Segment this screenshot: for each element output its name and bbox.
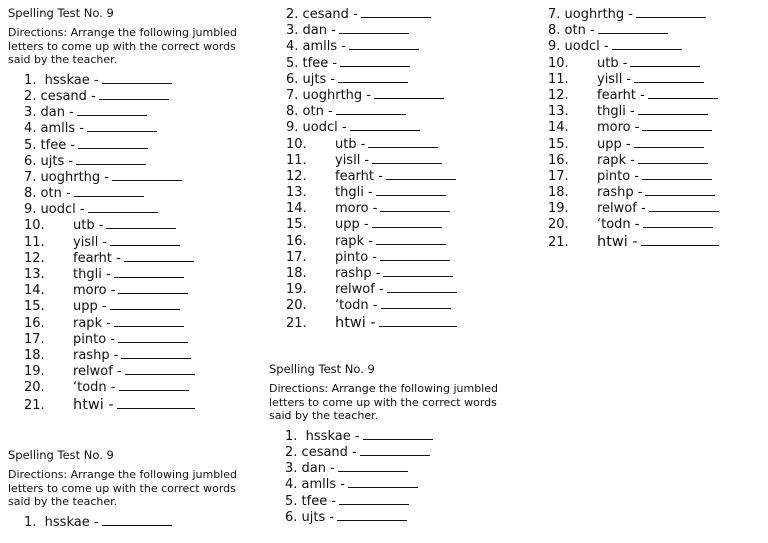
- jumbled-word: dan -: [40, 105, 74, 121]
- answer-blank: [74, 195, 144, 197]
- jumbled-word: ujts -: [301, 509, 335, 525]
- item-number: 21.: [548, 234, 569, 250]
- item-number: 10.: [286, 136, 307, 152]
- answer-blank: [638, 113, 708, 115]
- jumbled-word: relwof -: [335, 282, 384, 298]
- test-block-a: [8, 7, 258, 413]
- answer-blank: [121, 357, 191, 359]
- answer-blank: [374, 97, 444, 99]
- answer-blank: [340, 65, 410, 67]
- answer-blank: [372, 162, 442, 164]
- item-number: 8.: [24, 186, 37, 202]
- jumbled-word: amlls -: [40, 121, 84, 137]
- item-number: 2.: [285, 444, 298, 460]
- answer-blank: [78, 147, 148, 149]
- list-item: [286, 120, 536, 136]
- jumbled-word: upp -: [335, 217, 369, 233]
- answer-blank: [380, 210, 450, 212]
- jumbled-word: thgli -: [73, 267, 111, 283]
- word-list: [286, 7, 536, 331]
- item-number: 14.: [24, 283, 45, 299]
- answer-blank: [87, 130, 157, 132]
- list-item: [285, 510, 519, 526]
- jumbled-word: thgli -: [335, 185, 373, 201]
- answer-blank: [112, 179, 182, 181]
- list-item: [24, 186, 258, 202]
- answer-blank: [612, 48, 682, 50]
- answer-blank: [363, 438, 433, 440]
- answer-blank: [337, 519, 407, 521]
- answer-blank: [349, 48, 419, 50]
- list-item: [286, 201, 536, 217]
- list-item: [24, 515, 258, 531]
- item-number: 19.: [548, 201, 569, 217]
- list-item: [24, 251, 258, 267]
- item-number: 8.: [286, 104, 299, 120]
- list-item: [548, 39, 768, 55]
- answer-blank: [106, 227, 176, 229]
- item-number: 8.: [548, 23, 561, 39]
- answer-blank: [380, 259, 450, 261]
- item-number: 12.: [286, 168, 307, 184]
- list-item: [24, 218, 258, 234]
- jumbled-word: thgli -: [597, 104, 635, 120]
- test-block-b: [286, 7, 536, 331]
- answer-blank: [77, 114, 147, 116]
- jumbled-word: ‘todn -: [597, 217, 640, 233]
- list-item: [24, 235, 258, 251]
- list-item: [286, 153, 536, 169]
- jumbled-word: fearht -: [73, 250, 121, 266]
- jumbled-word: relwof -: [73, 364, 122, 380]
- jumbled-word: ‘todn -: [335, 298, 378, 314]
- list-item: [24, 202, 258, 218]
- item-number: 4.: [24, 121, 37, 137]
- list-item: [286, 23, 536, 39]
- jumbled-word: htwi -: [335, 314, 376, 331]
- item-number: 3.: [24, 105, 37, 121]
- item-number: 9.: [548, 39, 561, 55]
- jumbled-word: amlls -: [302, 39, 346, 55]
- list-item: [286, 104, 536, 120]
- list-item: [286, 250, 536, 266]
- item-number: 20.: [286, 298, 307, 314]
- list-item: [24, 170, 258, 186]
- item-number: 5.: [285, 493, 298, 509]
- item-number: 3.: [286, 23, 299, 39]
- answer-blank: [649, 210, 719, 212]
- test-block-c: [548, 7, 768, 250]
- answer-blank: [118, 341, 188, 343]
- jumbled-word: moro -: [73, 283, 116, 299]
- list-item: [24, 364, 258, 380]
- list-item: [548, 234, 768, 250]
- list-item: [24, 154, 258, 170]
- answer-blank: [648, 97, 718, 99]
- jumbled-word: hsskae -: [44, 514, 99, 530]
- answer-blank: [338, 81, 408, 83]
- item-number: 13.: [24, 267, 45, 283]
- test-title: Spelling Test No. 9: [8, 6, 114, 20]
- item-number: 15.: [548, 136, 569, 152]
- word-list: [269, 429, 519, 526]
- jumbled-word: cesand -: [301, 444, 357, 460]
- list-item: [548, 72, 768, 88]
- answer-blank: [102, 524, 172, 526]
- list-item: [24, 121, 258, 137]
- item-number: 19.: [286, 282, 307, 298]
- jumbled-word: uoghrthg -: [302, 87, 371, 103]
- jumbled-word: rapk -: [597, 152, 635, 168]
- jumbled-word: pinto -: [597, 168, 639, 184]
- item-number: 17.: [24, 331, 45, 347]
- item-number: 13.: [548, 104, 569, 120]
- answer-blank: [125, 373, 195, 375]
- list-item: [548, 153, 768, 169]
- answer-blank: [348, 486, 418, 488]
- list-item: [548, 56, 768, 72]
- jumbled-word: moro -: [335, 201, 378, 217]
- jumbled-word: otn -: [40, 186, 71, 202]
- item-number: 1.: [24, 72, 37, 88]
- jumbled-word: hsskae -: [44, 72, 99, 88]
- answer-blank: [350, 129, 420, 131]
- answer-blank: [110, 244, 180, 246]
- jumbled-word: utb -: [597, 55, 628, 71]
- answer-blank: [642, 178, 712, 180]
- test-directions: Directions: Arrange the following jumbled letters to come up with the correct words said by the teacher.: [8, 26, 237, 67]
- jumbled-word: rapk -: [73, 315, 111, 331]
- list-item: [286, 282, 536, 298]
- jumbled-word: utb -: [73, 218, 104, 234]
- list-item: [24, 397, 258, 413]
- list-item: [24, 89, 258, 105]
- list-item: [548, 7, 768, 23]
- list-item: [548, 104, 768, 120]
- answer-blank: [119, 389, 189, 391]
- item-number: 1.: [24, 514, 37, 530]
- answer-blank: [642, 129, 712, 131]
- answer-blank: [376, 243, 446, 245]
- list-item: [548, 169, 768, 185]
- jumbled-word: cesand -: [40, 88, 96, 104]
- item-number: 19.: [24, 364, 45, 380]
- item-number: 20.: [548, 217, 569, 233]
- jumbled-word: tfee -: [302, 55, 338, 71]
- answer-blank: [118, 292, 188, 294]
- jumbled-word: htwi -: [73, 396, 114, 413]
- item-number: 12.: [548, 87, 569, 103]
- item-number: 6.: [24, 153, 37, 169]
- jumbled-word: yisll -: [597, 71, 632, 87]
- item-number: 18.: [548, 185, 569, 201]
- test-directions: Directions: Arrange the following jumbled letters to come up with the correct words said by the teacher.: [269, 382, 498, 423]
- item-number: 16.: [286, 233, 307, 249]
- jumbled-word: yisll -: [73, 234, 108, 250]
- item-number: 16.: [24, 315, 45, 331]
- list-item: [548, 120, 768, 136]
- item-number: 2.: [24, 88, 37, 104]
- test-block-e: [8, 449, 258, 531]
- item-number: 21.: [24, 397, 45, 413]
- jumbled-word: upp -: [597, 136, 631, 152]
- list-item: [24, 105, 258, 121]
- list-item: [548, 185, 768, 201]
- jumbled-word: tfee -: [40, 137, 76, 153]
- list-item: [24, 332, 258, 348]
- item-number: 5.: [24, 137, 37, 153]
- jumbled-word: hsskae -: [305, 428, 360, 444]
- list-item: [24, 267, 258, 283]
- jumbled-word: yisll -: [335, 152, 370, 168]
- list-item: [24, 283, 258, 299]
- answer-blank: [634, 81, 704, 83]
- answer-blank: [361, 16, 431, 18]
- list-item: [286, 185, 536, 201]
- item-number: 3.: [285, 461, 298, 477]
- list-item: [24, 299, 258, 315]
- jumbled-word: rashp -: [597, 185, 643, 201]
- jumbled-word: uodcl -: [40, 202, 85, 218]
- answer-blank: [634, 146, 704, 148]
- list-item: [548, 137, 768, 153]
- item-number: 9.: [286, 120, 299, 136]
- word-list: [8, 73, 258, 413]
- item-number: 14.: [286, 201, 307, 217]
- list-item: [285, 445, 519, 461]
- list-item: [24, 138, 258, 154]
- answer-blank: [99, 98, 169, 100]
- list-item: [24, 380, 258, 396]
- item-number: 2.: [286, 7, 299, 22]
- answer-blank: [336, 113, 406, 115]
- item-number: 6.: [285, 509, 298, 525]
- item-number: 18.: [286, 266, 307, 281]
- answer-blank: [368, 146, 438, 148]
- answer-blank: [641, 244, 719, 246]
- item-number: 11.: [286, 152, 307, 168]
- answer-blank: [630, 65, 700, 67]
- answer-blank: [76, 163, 146, 165]
- jumbled-word: upp -: [73, 299, 107, 315]
- list-item: [286, 169, 536, 185]
- item-number: 10.: [548, 55, 569, 71]
- item-number: 16.: [548, 152, 569, 168]
- item-number: 10.: [24, 218, 45, 234]
- list-item: [548, 88, 768, 104]
- jumbled-word: htwi -: [597, 233, 638, 250]
- list-item: [286, 217, 536, 233]
- answer-blank: [110, 308, 180, 310]
- test-block-d: [269, 363, 519, 526]
- list-item: [24, 348, 258, 364]
- item-number: 6.: [286, 71, 299, 87]
- answer-blank: [598, 32, 668, 34]
- jumbled-word: cesand -: [302, 7, 358, 22]
- jumbled-word: tfee -: [301, 493, 337, 509]
- answer-blank: [372, 226, 442, 228]
- answer-blank: [387, 291, 457, 293]
- jumbled-word: ujts -: [40, 153, 74, 169]
- answer-blank: [339, 32, 409, 34]
- answer-blank: [114, 276, 184, 278]
- list-item: [548, 23, 768, 39]
- list-item: [286, 88, 536, 104]
- jumbled-word: rapk -: [335, 233, 373, 249]
- list-item: [285, 477, 519, 493]
- answer-blank: [379, 325, 457, 327]
- answer-blank: [386, 178, 456, 180]
- item-number: 15.: [24, 299, 45, 315]
- list-item: [24, 73, 258, 89]
- list-item: [285, 461, 519, 477]
- list-item: [286, 315, 536, 331]
- list-item: [286, 72, 536, 88]
- answer-blank: [638, 162, 708, 164]
- jumbled-word: dan -: [302, 23, 336, 39]
- item-number: 11.: [24, 234, 45, 250]
- list-item: [286, 56, 536, 72]
- answer-blank: [383, 275, 453, 277]
- jumbled-word: ‘todn -: [73, 380, 116, 396]
- word-list: [548, 7, 768, 250]
- jumbled-word: moro -: [597, 120, 640, 136]
- list-item: [286, 137, 536, 153]
- item-number: 11.: [548, 71, 569, 87]
- item-number: 7.: [24, 169, 37, 185]
- jumbled-word: fearht -: [597, 87, 645, 103]
- answer-blank: [636, 16, 706, 18]
- jumbled-word: relwof -: [597, 201, 646, 217]
- list-item: [24, 316, 258, 332]
- list-item: [285, 494, 519, 510]
- answer-blank: [102, 82, 172, 84]
- item-number: 7.: [286, 87, 299, 103]
- list-item: [286, 39, 536, 55]
- item-number: 15.: [286, 217, 307, 233]
- item-number: 20.: [24, 380, 45, 396]
- item-number: 14.: [548, 120, 569, 136]
- answer-blank: [339, 503, 409, 505]
- answer-blank: [376, 194, 446, 196]
- item-number: 5.: [286, 55, 299, 71]
- jumbled-word: rashp -: [335, 266, 381, 281]
- list-item: [286, 298, 536, 314]
- jumbled-word: uodcl -: [564, 39, 609, 55]
- list-item: [286, 266, 536, 282]
- jumbled-word: ujts -: [302, 71, 336, 87]
- item-number: 7.: [548, 7, 561, 22]
- test-directions: Directions: Arrange the following jumbled letters to come up with the correct words said by the teacher.: [8, 468, 237, 509]
- jumbled-word: otn -: [302, 104, 333, 120]
- answer-blank: [124, 260, 194, 262]
- jumbled-word: uodcl -: [302, 120, 347, 136]
- jumbled-word: amlls -: [301, 477, 345, 493]
- answer-blank: [381, 307, 451, 309]
- jumbled-word: uoghrthg -: [564, 7, 633, 22]
- answer-blank: [114, 325, 184, 327]
- item-number: 17.: [548, 168, 569, 184]
- list-item: [548, 217, 768, 233]
- item-number: 13.: [286, 185, 307, 201]
- answer-blank: [360, 454, 430, 456]
- item-number: 18.: [24, 347, 45, 363]
- jumbled-word: dan -: [301, 461, 335, 477]
- item-number: 21.: [286, 315, 307, 331]
- item-number: 1.: [285, 428, 298, 444]
- answer-blank: [643, 226, 713, 228]
- item-number: 9.: [24, 202, 37, 218]
- answer-blank: [338, 470, 408, 472]
- answer-blank: [645, 194, 715, 196]
- jumbled-word: pinto -: [73, 331, 115, 347]
- item-number: 4.: [286, 39, 299, 55]
- list-item: [548, 201, 768, 217]
- answer-blank: [117, 407, 195, 409]
- jumbled-word: utb -: [335, 136, 366, 152]
- answer-blank: [88, 211, 158, 213]
- list-item: [286, 7, 536, 23]
- jumbled-word: otn -: [564, 23, 595, 39]
- word-list: [8, 515, 258, 531]
- list-item: [286, 234, 536, 250]
- item-number: 17.: [286, 249, 307, 265]
- test-title: Spelling Test No. 9: [8, 448, 114, 462]
- item-number: 4.: [285, 477, 298, 493]
- list-item: [285, 429, 519, 445]
- jumbled-word: fearht -: [335, 168, 383, 184]
- test-title: Spelling Test No. 9: [269, 362, 375, 376]
- jumbled-word: uoghrthg -: [40, 169, 109, 185]
- jumbled-word: rashp -: [73, 347, 119, 363]
- item-number: 12.: [24, 250, 45, 266]
- jumbled-word: pinto -: [335, 249, 377, 265]
